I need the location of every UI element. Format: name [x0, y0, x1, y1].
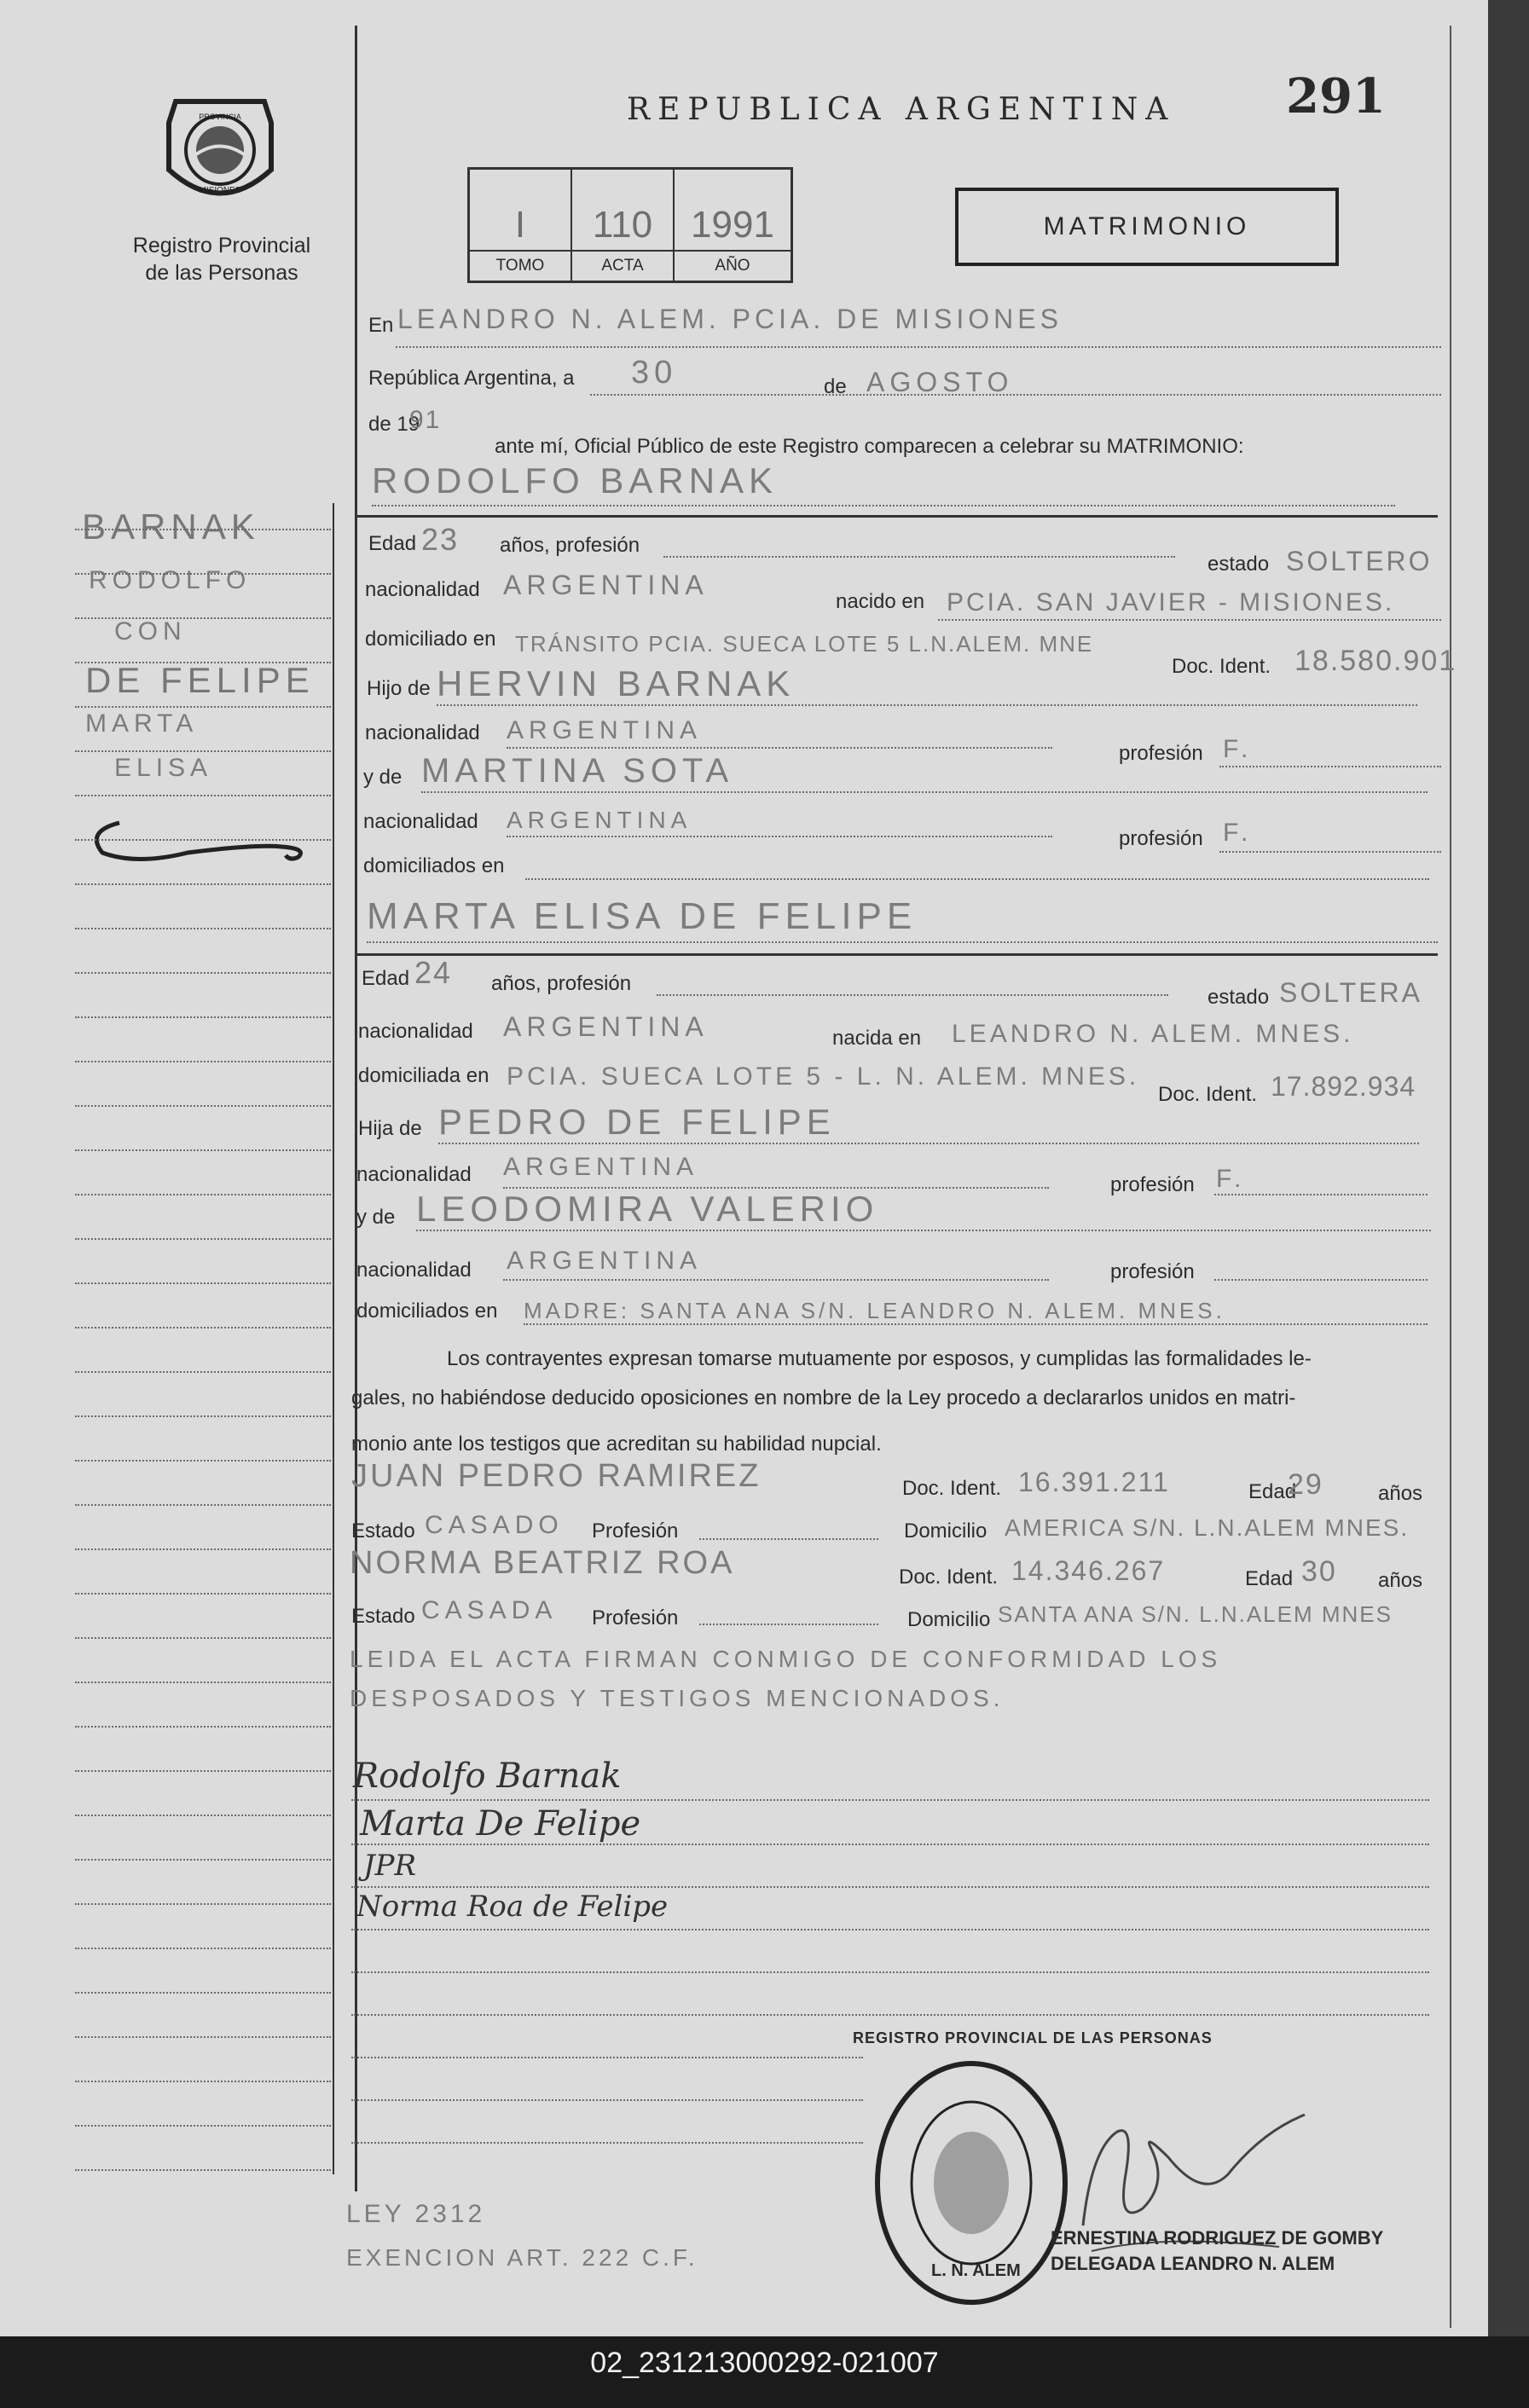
footer-ley: LEY 2312	[346, 2200, 486, 2228]
bride-nacionalidad-label: nacionalidad	[358, 1020, 473, 1043]
republica-label: República Argentina, a	[368, 367, 575, 390]
closing-line-2: DESPOSADOS Y TESTIGOS MENCIONADOS.	[350, 1685, 1005, 1711]
anio-label: AÑO	[675, 250, 791, 281]
margin-rule-line	[75, 617, 331, 619]
signature-bride: Marta De Felipe	[360, 1804, 641, 1844]
bride-estado-label: estado	[1208, 986, 1270, 1009]
margin-rule-line	[75, 1194, 331, 1195]
margin-rule-line	[75, 750, 331, 752]
groom-age: 23	[421, 522, 460, 557]
witness-1-domicilio: AMERICA S/N. L.N.ALEM MNES.	[1005, 1514, 1410, 1541]
margin-rule-line	[75, 1460, 331, 1462]
registry-name-line2: de las Personas	[145, 261, 298, 285]
margin-note-bride-surname: DE FELIPE	[85, 660, 315, 700]
groom-yde-label: y de	[363, 766, 403, 789]
bride-nacida-label: nacida en	[832, 1027, 922, 1050]
witness-1-anios-label: años	[1378, 1482, 1423, 1505]
margin-rule-line	[75, 1859, 331, 1861]
margin-rule-line	[75, 1903, 331, 1905]
bride-domiciliada-label: domiciliada en	[358, 1064, 489, 1087]
tomo-label: TOMO	[470, 250, 570, 281]
margin-rule-line	[75, 883, 331, 885]
signature-groom: Rodolfo Barnak	[353, 1757, 622, 1796]
groom-estado-label: estado	[1208, 553, 1270, 576]
witness-1-age: 29	[1288, 1468, 1323, 1501]
margin-rule-line	[75, 1593, 331, 1595]
tomo-cell	[470, 170, 572, 281]
margin-divider	[355, 26, 357, 2191]
acta-value: 110	[592, 204, 653, 246]
officer-title: DELEGADA LEANDRO N. ALEM	[1051, 2253, 1335, 2274]
margin-rule-line	[75, 1637, 331, 1639]
acta-cell	[572, 170, 675, 281]
witness-1-profesion-label: Profesión	[592, 1519, 679, 1543]
groom-doc-label: Doc. Ident.	[1172, 655, 1271, 678]
place-value: LEANDRO N. ALEM. PCIA. DE MISIONES	[397, 304, 1063, 334]
witness-1-estado: CASADO	[425, 1511, 564, 1539]
groom-anios-profesion: años, profesión	[500, 534, 640, 557]
bride-yde-label: y de	[356, 1206, 396, 1229]
margin-rule-line	[75, 1682, 331, 1683]
groom-mother-profesion-label: profesión	[1119, 827, 1203, 850]
witness-1-edad-label: Edad	[1248, 1480, 1297, 1503]
margin-note-surname: BARNAK	[82, 506, 260, 547]
bride-father-profesion-label: profesión	[1110, 1173, 1195, 1196]
page-number: 291	[1286, 68, 1386, 124]
bride-mother: LEODOMIRA VALERIO	[416, 1189, 879, 1229]
bride-name: MARTA ELISA DE FELIPE	[367, 895, 918, 937]
witness-1-doc-label: Doc. Ident.	[902, 1477, 1002, 1500]
declaration-line-1: Los contrayentes expresan tomarse mutuamente por esposos, y cumplidas las formalidades le-	[447, 1347, 1312, 1370]
witness-2-profesion-label: Profesión	[592, 1606, 679, 1629]
witness-2-name: NORMA BEATRIZ ROA	[350, 1545, 735, 1581]
margin-rule-line	[75, 662, 331, 663]
groom-mother-profession: F.	[1223, 819, 1254, 847]
bride-estado: SOLTERA	[1279, 977, 1422, 1008]
groom-mother-nacionalidad-label: nacionalidad	[363, 810, 478, 833]
witness-2-age: 30	[1301, 1555, 1337, 1588]
anio-cell	[675, 170, 791, 281]
witness-2-edad-label: Edad	[1245, 1567, 1294, 1590]
margin-divider-lower	[333, 503, 334, 2174]
witness-2-domicilio: SANTA ANA S/N. L.N.ALEM MNES	[998, 1601, 1393, 1627]
witness-1-domicilio-label: Domicilio	[904, 1519, 987, 1543]
groom-domiciliados-label: domiciliados en	[363, 854, 505, 877]
groom-mother-nationality: ARGENTINA	[507, 807, 692, 833]
bride-nationality: ARGENTINA	[503, 1011, 709, 1042]
margin-rule-line	[75, 795, 331, 796]
margin-rule-line	[75, 1327, 331, 1328]
year-prefix: de 19	[368, 413, 420, 436]
bride-father: PEDRO DE FELIPE	[438, 1102, 836, 1142]
groom-section-rule	[355, 515, 1438, 518]
groom-domiciliado-label: domiciliado en	[365, 628, 496, 651]
margin-rule-line	[75, 1992, 331, 1994]
margin-rule-line	[75, 1061, 331, 1062]
groom-father-profesion-label: profesión	[1119, 742, 1203, 765]
witness-1-doc: 16.391.211	[1018, 1467, 1170, 1497]
margin-rule-line	[75, 1016, 331, 1018]
groom-birthplace: PCIA. SAN JAVIER - MISIONES.	[947, 588, 1395, 616]
margin-rule-line	[75, 839, 331, 841]
right-border	[1450, 26, 1451, 2328]
bride-hija-label: Hija de	[358, 1117, 422, 1140]
margin-note-firstname: RODOLFO	[89, 566, 252, 594]
bride-parents-domicile: MADRE: SANTA ANA S/N. LEANDRO N. ALEM. MNES.	[524, 1298, 1225, 1323]
page-edge	[1488, 0, 1529, 2336]
svg-text:MISIONES: MISIONES	[199, 186, 241, 195]
groom-doc: 18.580.901	[1294, 645, 1457, 677]
margin-rule-line	[75, 2036, 331, 2038]
witness-2-doc-label: Doc. Ident.	[899, 1566, 999, 1589]
margin-rule-line	[75, 706, 331, 708]
margin-note-bride-name2: ELISA	[114, 754, 213, 782]
margin-rule-line	[75, 1415, 331, 1417]
margin-rule-line	[75, 529, 331, 530]
officer-name: ERNESTINA RODRIGUEZ DE GOMBY	[1051, 2227, 1384, 2249]
signature-witness-1: JPR	[363, 1849, 417, 1883]
country-title: REPUBLICA ARGENTINA	[627, 92, 1176, 127]
de-label: de	[824, 375, 847, 398]
acta-label: ACTA	[572, 250, 673, 281]
signature-witness-2: Norma Roa de Felipe	[356, 1890, 669, 1924]
margin-rule-line	[75, 1105, 331, 1107]
closing-line-1: LEIDA EL ACTA FIRMAN CONMIGO DE CONFORMIDAD LOS	[350, 1646, 1222, 1672]
margin-rule-line	[75, 1948, 331, 1949]
bride-father-nationality: ARGENTINA	[503, 1153, 699, 1181]
witness-2-estado-label: Estado	[351, 1605, 415, 1628]
groom-name: RODOLFO BARNAK	[372, 460, 779, 501]
groom-domicile: TRÁNSITO PCIA. SUECA LOTE 5 L.N.ALEM. MNE	[515, 631, 1094, 657]
stamp-bottom-text: L. N. ALEM	[931, 2261, 1021, 2280]
groom-father-nationality: ARGENTINA	[507, 716, 703, 744]
stamp-ring-text: REGISTRO PROVINCIAL DE LAS PERSONAS	[853, 2029, 1213, 2046]
groom-hijo-label: Hijo de	[367, 677, 431, 700]
margin-rule-line	[75, 1815, 331, 1816]
witness-1-estado-label: Estado	[351, 1519, 415, 1543]
act-type-box	[955, 188, 1339, 266]
groom-mother: MARTINA SOTA	[421, 752, 734, 790]
witness-2-estado: CASADA	[421, 1596, 558, 1624]
margin-rule-line	[75, 1726, 331, 1728]
bride-father-nacionalidad-label: nacionalidad	[356, 1163, 472, 1186]
groom-father: HERVIN BARNAK	[437, 663, 796, 703]
groom-nationality: ARGENTINA	[503, 570, 709, 600]
bride-age: 24	[414, 955, 453, 990]
bride-anios-profesion: años, profesión	[491, 972, 632, 995]
month-value: AGOSTO	[866, 367, 1014, 397]
registry-name-line1: Registro Provincial	[132, 234, 311, 258]
margin-note-con: CON	[114, 617, 187, 645]
bride-mother-profesion-label: profesión	[1110, 1260, 1195, 1283]
registry-name	[102, 232, 341, 287]
margin-rule-line	[75, 972, 331, 974]
bride-mother-nationality: ARGENTINA	[507, 1247, 703, 1275]
image-caption: 02_231213000292-021007	[590, 2347, 939, 2379]
bride-birthplace: LEANDRO N. ALEM. MNES.	[952, 1020, 1354, 1048]
footer-exencion: EXENCION ART. 222 C.F.	[346, 2244, 698, 2271]
margin-rule-line	[75, 573, 331, 575]
anio-value: 1991	[691, 204, 774, 246]
margin-rule-line	[75, 1238, 331, 1240]
margin-rule-line	[75, 1149, 331, 1151]
groom-nacionalidad-label: nacionalidad	[365, 578, 480, 601]
witness-2-domicilio-label: Domicilio	[907, 1608, 991, 1631]
margin-rule-line	[75, 928, 331, 929]
bride-edad-label: Edad	[362, 967, 410, 990]
margin-rule-line	[75, 1371, 331, 1373]
bride-doc-label: Doc. Ident.	[1158, 1083, 1258, 1106]
bride-father-profession: F.	[1216, 1165, 1247, 1193]
en-label: En	[368, 314, 394, 337]
act-type: MATRIMONIO	[1043, 212, 1251, 240]
declaration-line-2: gales, no habiéndose deducido oposiciones en nombre de la Ley procedo a declararlos unidos en matri-	[351, 1386, 1296, 1409]
witness-2-doc: 14.346.267	[1011, 1555, 1166, 1586]
margin-rule-line	[75, 2125, 331, 2127]
groom-estado: SOLTERO	[1286, 546, 1433, 576]
ante-text: ante mí, Oficial Público de este Registro comparecen a celebrar su MATRIMONIO:	[495, 435, 1244, 458]
witness-1-name: JUAN PEDRO RAMIREZ	[351, 1458, 762, 1494]
margin-note-bride-name1: MARTA	[85, 709, 199, 738]
day-value: 30	[631, 355, 678, 391]
tomo-acta-anio-box	[467, 167, 793, 283]
groom-father-nacionalidad-label: nacionalidad	[365, 721, 480, 744]
groom-edad-label: Edad	[368, 532, 417, 555]
bride-doc: 17.892.934	[1271, 1071, 1416, 1102]
margin-rule-line	[75, 2081, 331, 2082]
year-suffix: 91	[409, 406, 442, 434]
groom-nacido-label: nacido en	[836, 590, 925, 613]
declaration-line-3: monio ante los testigos que acreditan su habilidad nupcial.	[351, 1433, 882, 1456]
margin-rule-line	[75, 1548, 331, 1550]
margin-rule-line	[75, 1282, 331, 1284]
margin-rule-line	[75, 2169, 331, 2171]
svg-text:PROVINCIA: PROVINCIA	[199, 113, 241, 121]
groom-father-profession: F.	[1223, 735, 1254, 763]
margin-rule-line	[75, 1504, 331, 1506]
witness-2-anios-label: años	[1378, 1569, 1423, 1592]
bride-domiciliados-label: domiciliados en	[356, 1300, 498, 1323]
tomo-value: I	[514, 204, 526, 246]
bride-domicile: PCIA. SUECA LOTE 5 - L. N. ALEM. MNES.	[507, 1062, 1140, 1091]
margin-rule-line	[75, 1770, 331, 1772]
margin-flourish-icon	[85, 814, 324, 874]
provincial-seal-icon	[159, 89, 281, 217]
bride-mother-nacionalidad-label: nacionalidad	[356, 1259, 472, 1282]
bride-section-rule	[355, 953, 1438, 956]
